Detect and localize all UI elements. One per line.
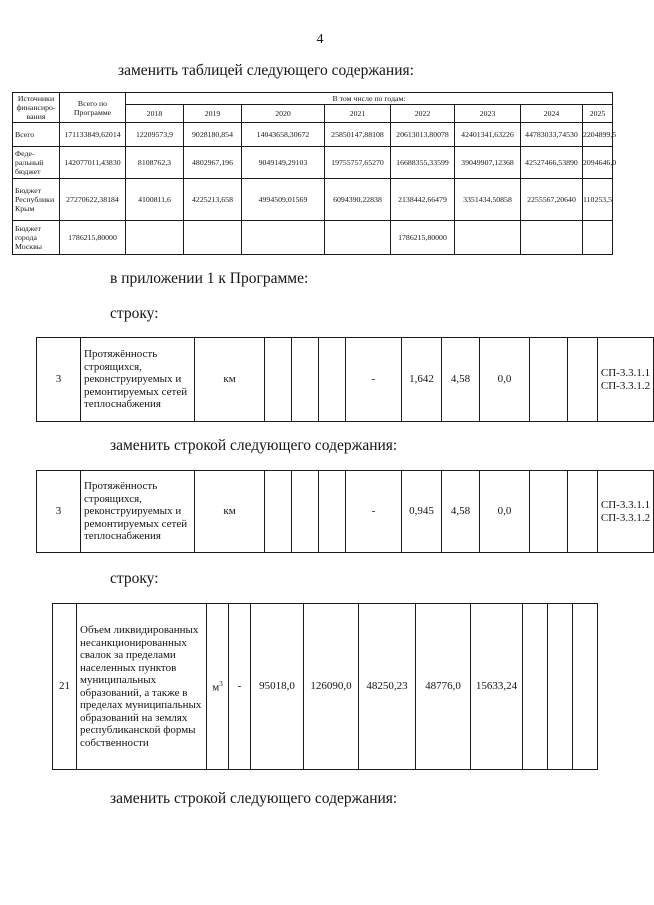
cell-value (568, 471, 598, 553)
cell-value: 0,0 (480, 338, 530, 422)
cell-value: 1,642 (402, 338, 442, 422)
cell-value: 16688355,33599 (391, 147, 455, 179)
row-name: Протяжённость строящихся, реконструируемых и ремонтируемых сетей теплоснабжения (81, 338, 195, 422)
header-source: Источники финансиро-вания (13, 93, 60, 123)
cell-value: 2138442,66479 (391, 179, 455, 221)
header-year: 2022 (391, 105, 455, 123)
row-label: Бюджет Республики Крым (13, 179, 60, 221)
cell-value (184, 221, 242, 255)
header-year: 2024 (521, 105, 583, 123)
row-number: 21 (53, 604, 77, 770)
row-name: Объем ликвидированных несанкционированных свалок за пределами населенных пунктов муниципальных образований, а также в пределах муниципальных образований на землях республиканской формы собственности (77, 604, 207, 770)
page-number: 4 (316, 32, 324, 47)
table-row (13, 123, 613, 147)
cell-value: 9028180,854 (184, 123, 242, 147)
row-name: Протяжённость строящихся, реконструируемых и ремонтируемых сетей теплоснабжения (81, 471, 195, 553)
text-replace-table: заменить таблицей следующего содержания: (118, 62, 414, 79)
cell-value (265, 338, 292, 422)
header-year: 2023 (455, 105, 521, 123)
cell-value: 3351434,50858 (455, 179, 521, 221)
header-year: 2020 (242, 105, 325, 123)
cell-value (292, 471, 319, 553)
table-row (37, 471, 654, 553)
cell-value: 4994509,01569 (242, 179, 325, 221)
cell-value: - (346, 338, 402, 422)
cell-value: 1786215,80000 (391, 221, 455, 255)
cell-value: 20613013,80078 (391, 123, 455, 147)
cell-value (319, 471, 346, 553)
table-row (37, 338, 654, 422)
cell-value (455, 221, 521, 255)
cell-total: 171133849,62014 (60, 123, 126, 147)
cell-value: 48776,0 (416, 604, 471, 770)
cell-value (530, 338, 568, 422)
header-years-group: В том числе по годам: (126, 93, 613, 105)
cell-value: 42527466,53890 (521, 147, 583, 179)
row-label: Бюджет города Москвы (13, 221, 60, 255)
cell-value: 12209573,9 (126, 123, 184, 147)
cell-value: 4100811,6 (126, 179, 184, 221)
cell-total: 142077011,43830 (60, 147, 126, 179)
text-row-label-2: строку: (110, 570, 159, 587)
row-code: СП-3.3.1.1 СП-3.3.1.2 (598, 471, 654, 553)
row-label: Феде-ральный бюджет (13, 147, 60, 179)
cell-value: 2255567,20640 (521, 179, 583, 221)
header-total: Всего по Программе (60, 93, 126, 123)
cell-value: 19755757,65270 (325, 147, 391, 179)
table-row (13, 179, 613, 221)
cell-value: 4225213,658 (184, 179, 242, 221)
row-table-3 (52, 603, 598, 770)
cell-value: 48250,23 (359, 604, 416, 770)
cell-value: 95018,0 (251, 604, 304, 770)
header-year: 2018 (126, 105, 184, 123)
header-year: 2025 (583, 105, 613, 123)
table-row (13, 147, 613, 179)
table-row (13, 221, 613, 255)
financing-table (12, 92, 617, 255)
cell-value (568, 338, 598, 422)
cell-total: 27270622,38184 (60, 179, 126, 221)
cell-value (521, 221, 583, 255)
cell-value: 44783033,74530 (521, 123, 583, 147)
cell-value: 4,58 (442, 338, 480, 422)
table-row (53, 604, 598, 770)
cell-value (523, 604, 548, 770)
cell-value: 14043658,30672 (242, 123, 325, 147)
cell-value (530, 471, 568, 553)
cell-value: 110253,5 (583, 179, 613, 221)
cell-total: 1786215,80000 (60, 221, 126, 255)
cell-value: - (229, 604, 251, 770)
unit-base: м (212, 682, 220, 695)
cell-value: - (346, 471, 402, 553)
row-unit: км (195, 471, 265, 553)
cell-value (265, 471, 292, 553)
text-appendix: в приложении 1 к Программе: (110, 270, 309, 287)
cell-value: 2204899,5 (583, 123, 613, 147)
cell-value: 0,0 (480, 471, 530, 553)
cell-value (242, 221, 325, 255)
row-code: СП-3.3.1.1 СП-3.3.1.2 (598, 338, 654, 422)
cell-value: 42401341,63226 (455, 123, 521, 147)
cell-value (583, 221, 613, 255)
cell-value: 4802967,196 (184, 147, 242, 179)
cell-value: 15633,24 (471, 604, 523, 770)
row-table-2 (36, 470, 654, 553)
row-label: Всего (13, 123, 60, 147)
cell-value (292, 338, 319, 422)
row-table-1 (36, 337, 654, 422)
cell-value: 9049149,29103 (242, 147, 325, 179)
cell-value: 0,945 (402, 471, 442, 553)
text-row-label-1: строку: (110, 305, 159, 322)
cell-value: 126090,0 (304, 604, 359, 770)
row-unit: км (195, 338, 265, 422)
row-number: 3 (37, 338, 81, 422)
cell-value (573, 604, 598, 770)
text-replace-row-1: заменить строкой следующего содержания: (110, 437, 398, 454)
cell-value (325, 221, 391, 255)
cell-value: 4,58 (442, 471, 480, 553)
text-replace-row-2: заменить строкой следующего содержания: (110, 790, 398, 807)
cell-value: 2094646,0 (583, 147, 613, 179)
cell-value: 25850147,88108 (325, 123, 391, 147)
cell-value (126, 221, 184, 255)
header-year: 2021 (325, 105, 391, 123)
unit-superscript: 3 (219, 680, 223, 689)
row-number: 3 (37, 471, 81, 553)
header-year: 2019 (184, 105, 242, 123)
cell-value: 6094390,22838 (325, 179, 391, 221)
cell-value: 39049907,12368 (455, 147, 521, 179)
cell-value: 8108762,3 (126, 147, 184, 179)
cell-value (548, 604, 573, 770)
row-unit (207, 604, 229, 770)
cell-value (319, 338, 346, 422)
